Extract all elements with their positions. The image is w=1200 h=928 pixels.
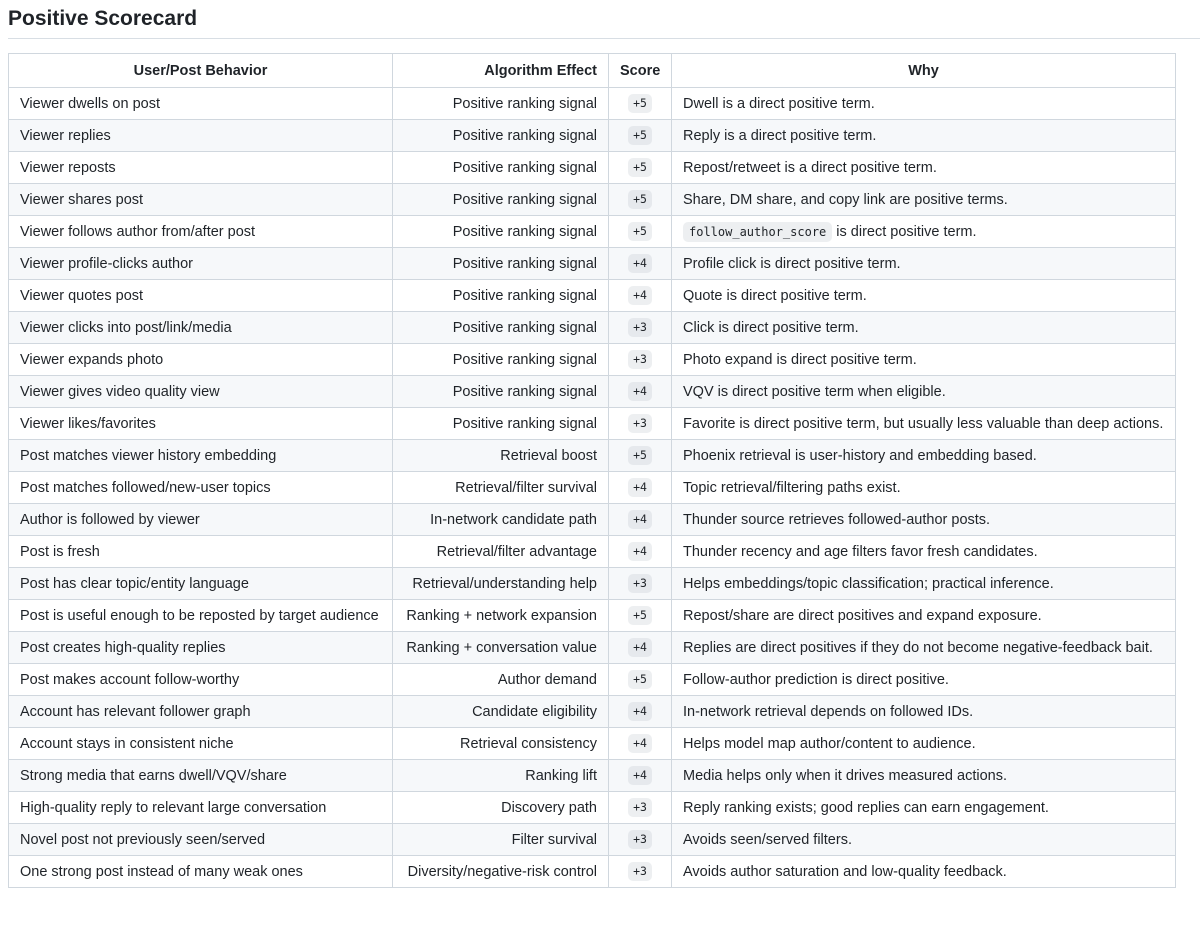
score-badge: +5 [628, 222, 652, 241]
cell-score [609, 696, 672, 728]
table-row [9, 664, 1176, 696]
header-score: Score [609, 54, 672, 88]
cell-why: Profile click is direct positive term. [672, 248, 1176, 280]
cell-behavior: Post has clear topic/entity language [9, 568, 393, 600]
cell-behavior: Post is fresh [9, 536, 393, 568]
cell-score [609, 728, 672, 760]
cell-why: Phoenix retrieval is user-history and embedding based. [672, 440, 1176, 472]
cell-effect: Retrieval boost [393, 440, 609, 472]
header-effect: Algorithm Effect [393, 54, 609, 88]
cell-score [609, 120, 672, 152]
cell-score [609, 760, 672, 792]
cell-behavior: One strong post instead of many weak ones [9, 856, 393, 888]
cell-effect: Candidate eligibility [393, 696, 609, 728]
cell-score [609, 664, 672, 696]
table-row [9, 824, 1176, 856]
score-badge: +5 [628, 158, 652, 177]
cell-score [609, 504, 672, 536]
cell-score [609, 472, 672, 504]
table-row [9, 312, 1176, 344]
cell-score [609, 824, 672, 856]
table-row [9, 216, 1176, 248]
cell-score [609, 856, 672, 888]
score-badge: +4 [628, 702, 652, 721]
table-row [9, 760, 1176, 792]
cell-score [609, 216, 672, 248]
table-row [9, 376, 1176, 408]
cell-why: Thunder source retrieves followed-author posts. [672, 504, 1176, 536]
cell-behavior: Post matches followed/new-user topics [9, 472, 393, 504]
header-behavior: User/Post Behavior [9, 54, 393, 88]
score-badge: +4 [628, 510, 652, 529]
cell-behavior: Strong media that earns dwell/VQV/share [9, 760, 393, 792]
table-row [9, 696, 1176, 728]
cell-score [609, 376, 672, 408]
cell-behavior: Viewer replies [9, 120, 393, 152]
cell-effect: Positive ranking signal [393, 344, 609, 376]
score-badge: +4 [628, 734, 652, 753]
score-badge: +4 [628, 542, 652, 561]
cell-score [609, 152, 672, 184]
table-row [9, 248, 1176, 280]
cell-effect: Positive ranking signal [393, 120, 609, 152]
cell-why: Favorite is direct positive term, but usually less valuable than deep actions. [672, 408, 1176, 440]
cell-effect: Positive ranking signal [393, 312, 609, 344]
cell-score [609, 600, 672, 632]
table-row [9, 280, 1176, 312]
cell-behavior: Author is followed by viewer [9, 504, 393, 536]
cell-effect: Retrieval/filter advantage [393, 536, 609, 568]
table-row [9, 632, 1176, 664]
cell-behavior: Account has relevant follower graph [9, 696, 393, 728]
cell-score [609, 632, 672, 664]
score-badge: +3 [628, 830, 652, 849]
cell-why: Click is direct positive term. [672, 312, 1176, 344]
score-badge: +3 [628, 862, 652, 881]
cell-score [609, 312, 672, 344]
cell-effect: Discovery path [393, 792, 609, 824]
score-badge: +4 [628, 638, 652, 657]
score-badge: +5 [628, 190, 652, 209]
cell-effect: Author demand [393, 664, 609, 696]
table-row [9, 728, 1176, 760]
cell-behavior: High-quality reply to relevant large conversation [9, 792, 393, 824]
cell-behavior: Viewer gives video quality view [9, 376, 393, 408]
cell-why: Repost/share are direct positives and expand exposure. [672, 600, 1176, 632]
why-text: is direct positive term. [832, 223, 977, 240]
cell-why: Share, DM share, and copy link are positive terms. [672, 184, 1176, 216]
cell-behavior: Post is useful enough to be reposted by target audience [9, 600, 393, 632]
table-row [9, 792, 1176, 824]
header-row [9, 54, 1176, 88]
cell-score [609, 536, 672, 568]
cell-why: Dwell is a direct positive term. [672, 88, 1176, 120]
score-badge: +3 [628, 350, 652, 369]
score-badge: +5 [628, 446, 652, 465]
cell-effect: Ranking + conversation value [393, 632, 609, 664]
cell-behavior: Post matches viewer history embedding [9, 440, 393, 472]
cell-behavior: Account stays in consistent niche [9, 728, 393, 760]
inline-code: follow_author_score [683, 222, 832, 242]
cell-effect: Positive ranking signal [393, 408, 609, 440]
cell-why: Topic retrieval/filtering paths exist. [672, 472, 1176, 504]
cell-why: Quote is direct positive term. [672, 280, 1176, 312]
score-badge: +3 [628, 574, 652, 593]
score-badge: +4 [628, 382, 652, 401]
cell-behavior: Viewer follows author from/after post [9, 216, 393, 248]
cell-behavior: Viewer reposts [9, 152, 393, 184]
cell-behavior: Post makes account follow-worthy [9, 664, 393, 696]
cell-effect: Diversity/negative-risk control [393, 856, 609, 888]
table-row [9, 568, 1176, 600]
cell-behavior: Viewer likes/favorites [9, 408, 393, 440]
cell-why: In-network retrieval depends on followed IDs. [672, 696, 1176, 728]
page-title: Positive Scorecard [8, 7, 198, 30]
table-row [9, 472, 1176, 504]
score-badge: +4 [628, 766, 652, 785]
cell-behavior: Post creates high-quality replies [9, 632, 393, 664]
cell-effect: Positive ranking signal [393, 216, 609, 248]
cell-why: Reply is a direct positive term. [672, 120, 1176, 152]
title-divider [8, 38, 1200, 39]
cell-why: Media helps only when it drives measured actions. [672, 760, 1176, 792]
cell-effect: Filter survival [393, 824, 609, 856]
cell-why: Replies are direct positives if they do not become negative-feedback bait. [672, 632, 1176, 664]
cell-why [672, 216, 1176, 248]
cell-behavior: Viewer expands photo [9, 344, 393, 376]
cell-behavior: Viewer profile-clicks author [9, 248, 393, 280]
cell-effect: Positive ranking signal [393, 248, 609, 280]
table-row [9, 600, 1176, 632]
cell-effect: In-network candidate path [393, 504, 609, 536]
cell-effect: Retrieval/filter survival [393, 472, 609, 504]
table-row [9, 856, 1176, 888]
cell-effect: Positive ranking signal [393, 376, 609, 408]
table-row [9, 184, 1176, 216]
cell-behavior: Viewer shares post [9, 184, 393, 216]
cell-score [609, 88, 672, 120]
cell-why: Reply ranking exists; good replies can earn engagement. [672, 792, 1176, 824]
cell-why: Avoids author saturation and low-quality feedback. [672, 856, 1176, 888]
cell-why: Repost/retweet is a direct positive term. [672, 152, 1176, 184]
cell-score [609, 568, 672, 600]
cell-why: Helps embeddings/topic classification; practical inference. [672, 568, 1176, 600]
cell-effect: Ranking lift [393, 760, 609, 792]
score-badge: +5 [628, 606, 652, 625]
score-badge: +3 [628, 318, 652, 337]
cell-effect: Positive ranking signal [393, 152, 609, 184]
score-badge: +4 [628, 478, 652, 497]
cell-why: Follow-author prediction is direct positive. [672, 664, 1176, 696]
cell-why: Photo expand is direct positive term. [672, 344, 1176, 376]
cell-effect: Positive ranking signal [393, 184, 609, 216]
score-badge: +5 [628, 670, 652, 689]
cell-why: VQV is direct positive term when eligible. [672, 376, 1176, 408]
cell-score [609, 792, 672, 824]
score-badge: +5 [628, 94, 652, 113]
score-badge: +3 [628, 414, 652, 433]
table-row [9, 152, 1176, 184]
table-row [9, 504, 1176, 536]
cell-score [609, 184, 672, 216]
table-row [9, 120, 1176, 152]
cell-behavior: Viewer quotes post [9, 280, 393, 312]
score-badge: +5 [628, 126, 652, 145]
cell-score [609, 440, 672, 472]
table-row [9, 408, 1176, 440]
cell-score [609, 344, 672, 376]
cell-effect: Retrieval/understanding help [393, 568, 609, 600]
score-badge: +4 [628, 286, 652, 305]
score-badge: +3 [628, 798, 652, 817]
cell-score [609, 408, 672, 440]
table-row [9, 536, 1176, 568]
score-badge: +4 [628, 254, 652, 273]
cell-behavior: Viewer dwells on post [9, 88, 393, 120]
table-row [9, 88, 1176, 120]
table-body [9, 88, 1176, 888]
cell-behavior: Viewer clicks into post/link/media [9, 312, 393, 344]
cell-score [609, 248, 672, 280]
table-row [9, 440, 1176, 472]
cell-effect: Retrieval consistency [393, 728, 609, 760]
cell-effect: Positive ranking signal [393, 280, 609, 312]
table-row [9, 344, 1176, 376]
table-header [9, 54, 1176, 88]
scorecard-table [8, 53, 1176, 888]
header-why: Why [672, 54, 1176, 88]
cell-behavior: Novel post not previously seen/served [9, 824, 393, 856]
cell-score [609, 280, 672, 312]
cell-effect: Positive ranking signal [393, 88, 609, 120]
cell-why: Thunder recency and age filters favor fresh candidates. [672, 536, 1176, 568]
cell-effect: Ranking + network expansion [393, 600, 609, 632]
cell-why: Helps model map author/content to audience. [672, 728, 1176, 760]
cell-why: Avoids seen/served filters. [672, 824, 1176, 856]
